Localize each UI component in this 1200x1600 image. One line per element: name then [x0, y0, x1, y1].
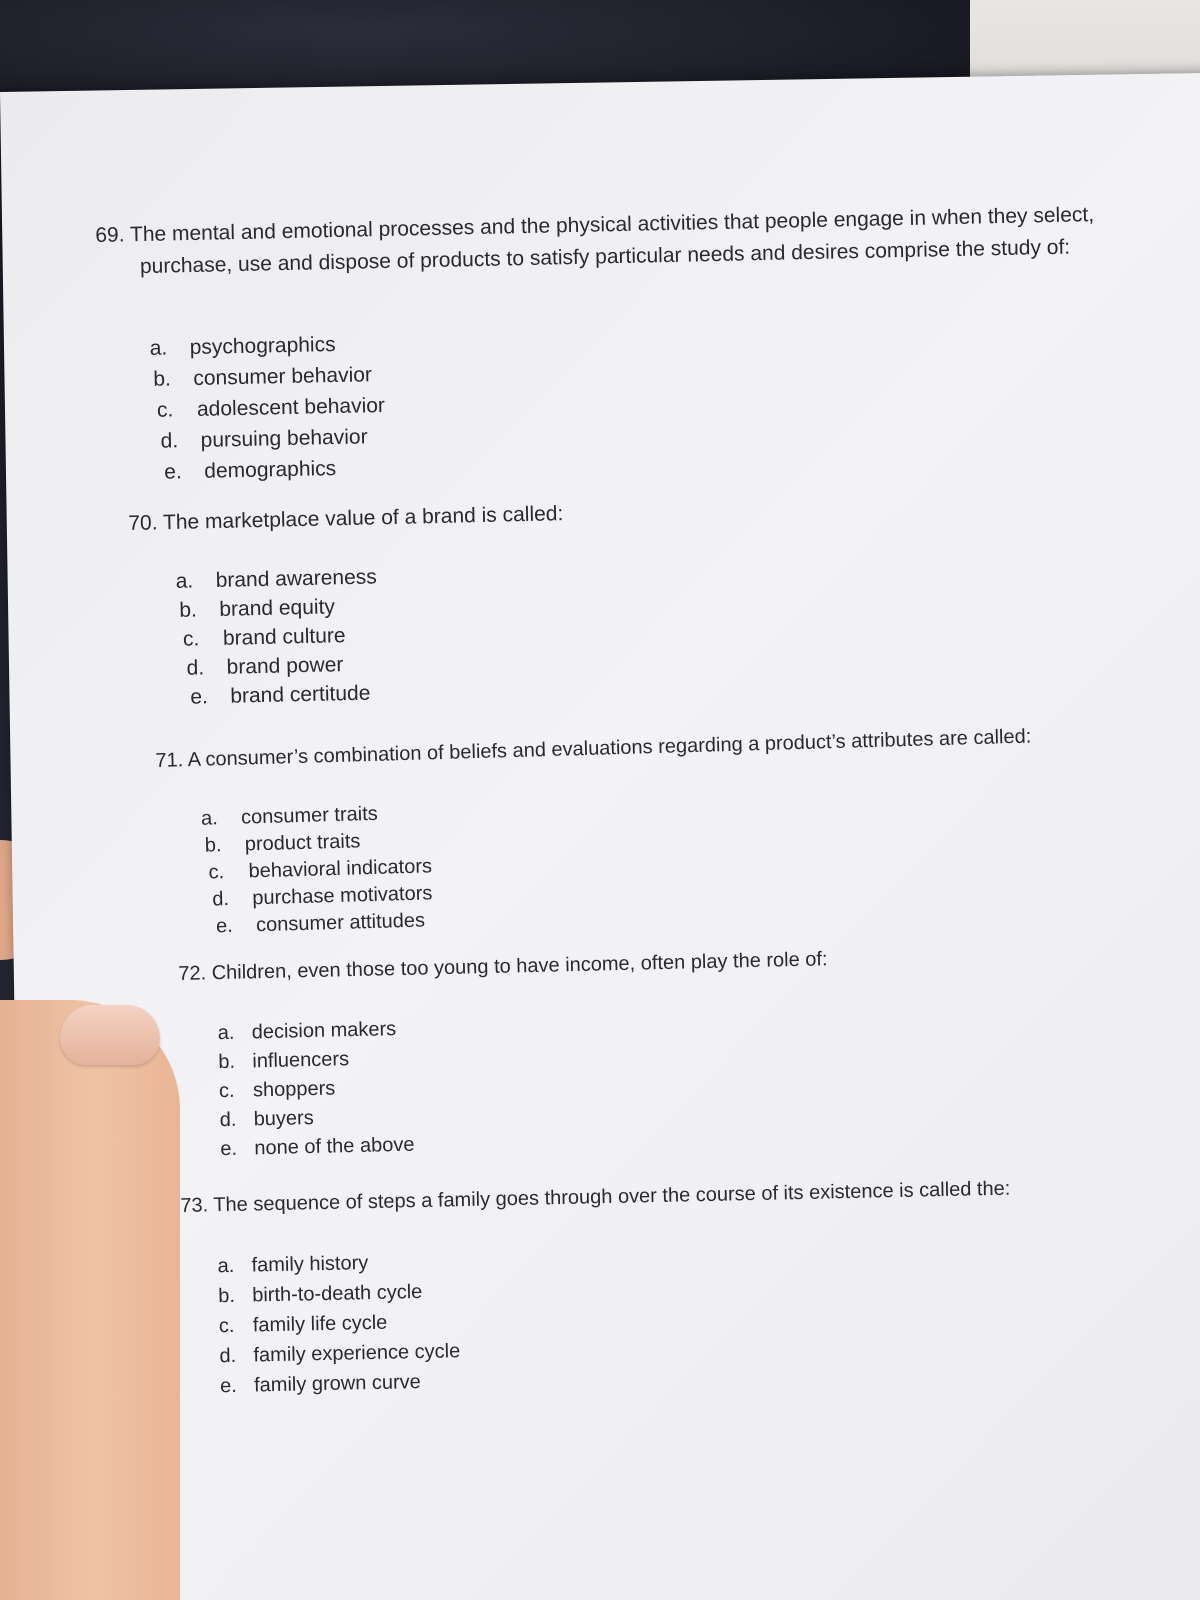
option-letter: c. [182, 627, 200, 651]
option-text: influencers [252, 1048, 350, 1073]
option-letter: a. [175, 569, 194, 593]
question-text-line1: The mental and emotional processes and the physical activities that people engage in when they select, [129, 203, 1095, 247]
question-text-line1: A consumer’s combination of beliefs and evaluations regarding a product’s attributes are called: [187, 725, 1032, 772]
option-text: brand awareness [215, 565, 377, 593]
option-letter: b. [218, 1284, 236, 1308]
question-70 [128, 498, 568, 713]
option-letter: c. [218, 1314, 235, 1338]
question-71 [155, 721, 1036, 942]
option-letter: d. [160, 429, 179, 453]
option-text: birth-to-death cycle [251, 1280, 423, 1307]
option-text: behavioral indicators [248, 855, 433, 883]
option-letter: a. [149, 336, 168, 360]
option-letter: d. [186, 656, 205, 680]
option-letter: d. [219, 1108, 237, 1132]
answer-options [201, 781, 1081, 940]
question-text-line2: purchase, use and dispose of products to satisfy particular needs and desires comprise the study of: [139, 235, 1071, 279]
option-text: decision makers [251, 1018, 397, 1044]
question-69 [95, 199, 1099, 489]
holding-hand [0, 1000, 180, 1600]
option-letter: e. [220, 1137, 238, 1161]
question-text-line1: The sequence of steps a family goes through over the course of its existence is called the: [213, 1177, 1011, 1217]
question-72 [178, 943, 832, 1165]
option-letter: b. [218, 1050, 236, 1074]
option-text: demographics [204, 457, 337, 483]
answer-options [175, 557, 613, 712]
option-text: family grown curve [253, 1371, 422, 1397]
question-number: 71. [155, 749, 184, 772]
option-text: family life cycle [252, 1311, 388, 1337]
option-letter: a. [217, 1021, 235, 1045]
option-text: consumer traits [240, 802, 379, 829]
answer-options [149, 312, 1151, 488]
option-letter: e. [215, 914, 234, 938]
option-text: brand culture [222, 624, 346, 650]
option-letter: e. [164, 460, 183, 484]
option-text: family experience cycle [253, 1340, 461, 1367]
question-text-line1: The marketplace value of a brand is called: [162, 502, 564, 535]
question-number: 69. [95, 223, 125, 247]
option-letter: d. [219, 1344, 237, 1368]
option-letter: a. [217, 1254, 235, 1278]
option-text: none of the above [254, 1133, 415, 1160]
option-text: brand equity [219, 595, 336, 621]
option-letter: c. [208, 861, 225, 884]
option-letter: b. [153, 367, 172, 391]
question-number: 70. [128, 511, 158, 535]
option-letter: a. [200, 807, 219, 830]
option-letter: c. [156, 398, 174, 422]
answer-options [217, 1004, 869, 1164]
option-text: purchase motivators [252, 882, 433, 910]
option-letter: b. [179, 598, 198, 622]
thumbnail-nail [60, 1005, 160, 1065]
option-letter: e. [190, 685, 209, 709]
question-73 [180, 1173, 1014, 1402]
option-text: consumer attitudes [255, 909, 426, 937]
option-letter: c. [218, 1079, 235, 1103]
question-number: 72. [178, 962, 207, 985]
option-text: consumer behavior [193, 363, 373, 390]
option-letter: d. [212, 887, 230, 911]
option-text: family history [251, 1252, 369, 1277]
option-letter: b. [204, 834, 222, 857]
question-number: 73. [180, 1194, 209, 1217]
option-text: adolescent behavior [196, 393, 386, 421]
option-text: buyers [253, 1106, 314, 1131]
question-text-line1: Children, even those too young to have income, often play the role of: [211, 948, 828, 985]
option-text: psychographics [189, 332, 336, 360]
answer-options [217, 1234, 1050, 1401]
option-text: shoppers [252, 1077, 336, 1102]
option-text: brand power [226, 653, 344, 679]
option-text: product traits [244, 830, 361, 856]
option-letter: e. [219, 1374, 238, 1398]
option-text: brand certitude [230, 681, 371, 708]
option-text: pursuing behavior [200, 425, 368, 452]
